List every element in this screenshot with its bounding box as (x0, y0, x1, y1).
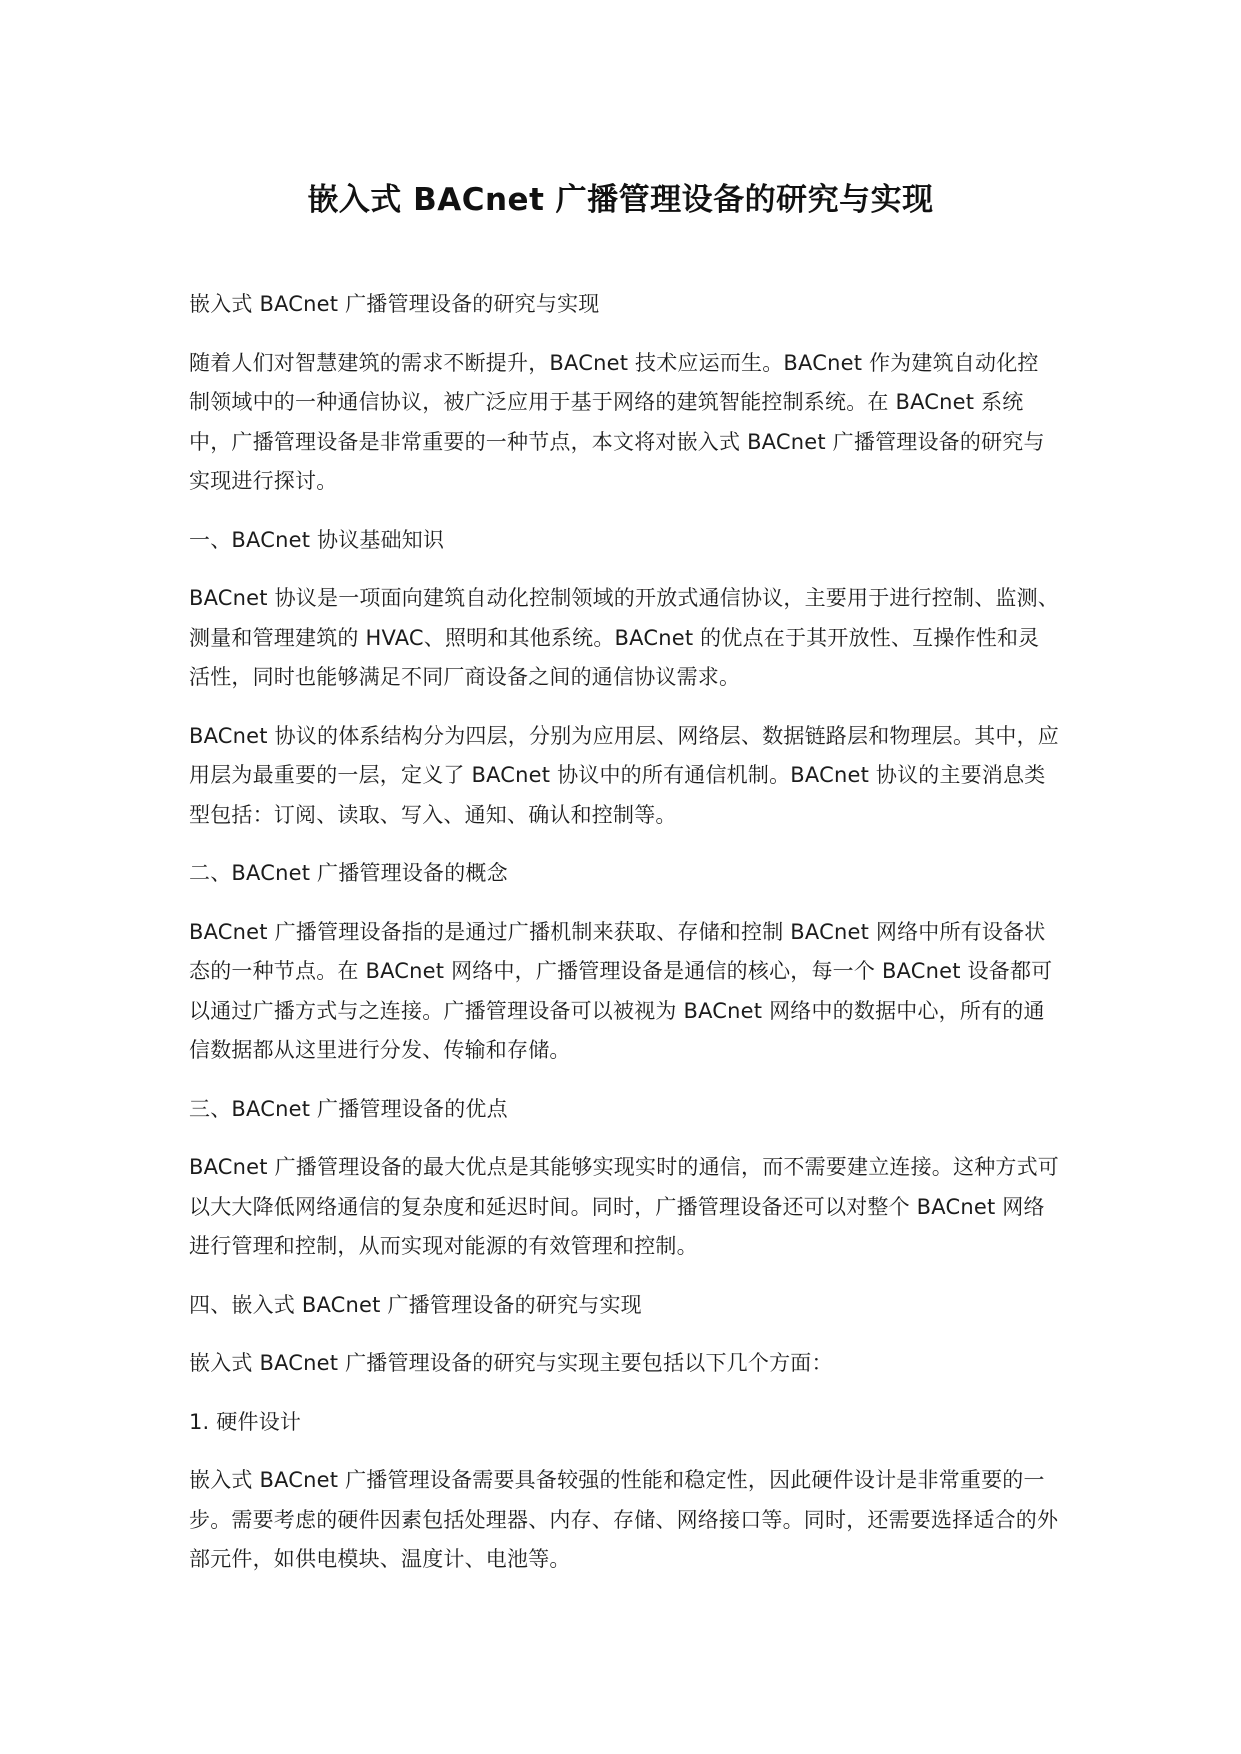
subtitle-paragraph: 嵌入式 BACnet 广播管理设备的研究与实现 (189, 292, 600, 316)
document-title: 嵌入式 BACnet 广播管理设备的研究与实现 (307, 182, 934, 218)
section-1-paragraph-2: BACnet 协议的体系结构分为四层，分别为应用层、网络层、数据链路层和物理层。其中，应用层为最重要的一层，定义了 BACnet 协议中的所有通信机制。BACnet 协议的主要消息类型包括：订阅、读取、写入、通知、确认和控制等。 (189, 723, 1060, 827)
hardware-paragraph: 嵌入式 BACnet 广播管理设备需要具备较强的性能和稳定性，因此硬件设计是非常重要的一步。需要考虑的硬件因素包括处理器、内存、存储、网络接口等。同时，还需要选择适合的外部元件，如供电模块、温度计、电池等。 (189, 1468, 1059, 1571)
section-heading-4: 四、嵌入式 BACnet 广播管理设备的研究与实现 (189, 1292, 642, 1317)
section-3-paragraph: BACnet 广播管理设备的最大优点是其能够实现实时的通信，而不需要建立连接。这种方式可以大大降低网络通信的复杂度和延迟时间。同时，广播管理设备还可以对整个 BACnet 网络进行管理和控制，从而实现对能源的有效管理和控制。 (189, 1155, 1060, 1258)
section-heading-3: 三、BACnet 广播管理设备的优点 (189, 1096, 508, 1121)
section-4-intro-paragraph: 嵌入式 BACnet 广播管理设备的研究与实现主要包括以下几个方面： (189, 1351, 833, 1375)
section-heading-2: 二、BACnet 广播管理设备的概念 (189, 861, 508, 885)
subsection-heading-hardware: 1. 硬件设计 (189, 1409, 302, 1434)
document-body (189, 285, 1059, 1599)
intro-paragraph: 随着人们对智慧建筑的需求不断提升，BACnet 技术应运而生。BACnet 作为建筑自动化控制领域中的一种通信协议，被广泛应用于基于网络的建筑智能控制系统。在 BACnet 系统中，广播管理设备是非常重要的一种节点，本文将对嵌入式 BACnet 广播管理设备的研究与实现进行探讨。 (189, 350, 1045, 493)
section-2-paragraph: BACnet 广播管理设备指的是通过广播机制来获取、存储和控制 BACnet 网络中所有设备状态的一种节点。在 BACnet 网络中，广播管理设备是通信的核心，每一个 BACnet 设备都可以通过广播方式与之连接。广播管理设备可以被视为 BACnet 网络中的数据中心，所有的通信数据都从这里进行分发、传输和存储。 (189, 919, 1053, 1062)
section-1-paragraph-1: BACnet 协议是一项面向建筑自动化控制领域的开放式通信协议，主要用于进行控制、监测、测量和管理建筑的 HVAC、照明和其他系统。BACnet 的优点在于其开放性、互操作性和灵活性，同时也能够满足不同厂商设备之间的通信协议需求。 (189, 586, 1060, 689)
section-heading-1: 一、BACnet 协议基础知识 (189, 527, 445, 552)
